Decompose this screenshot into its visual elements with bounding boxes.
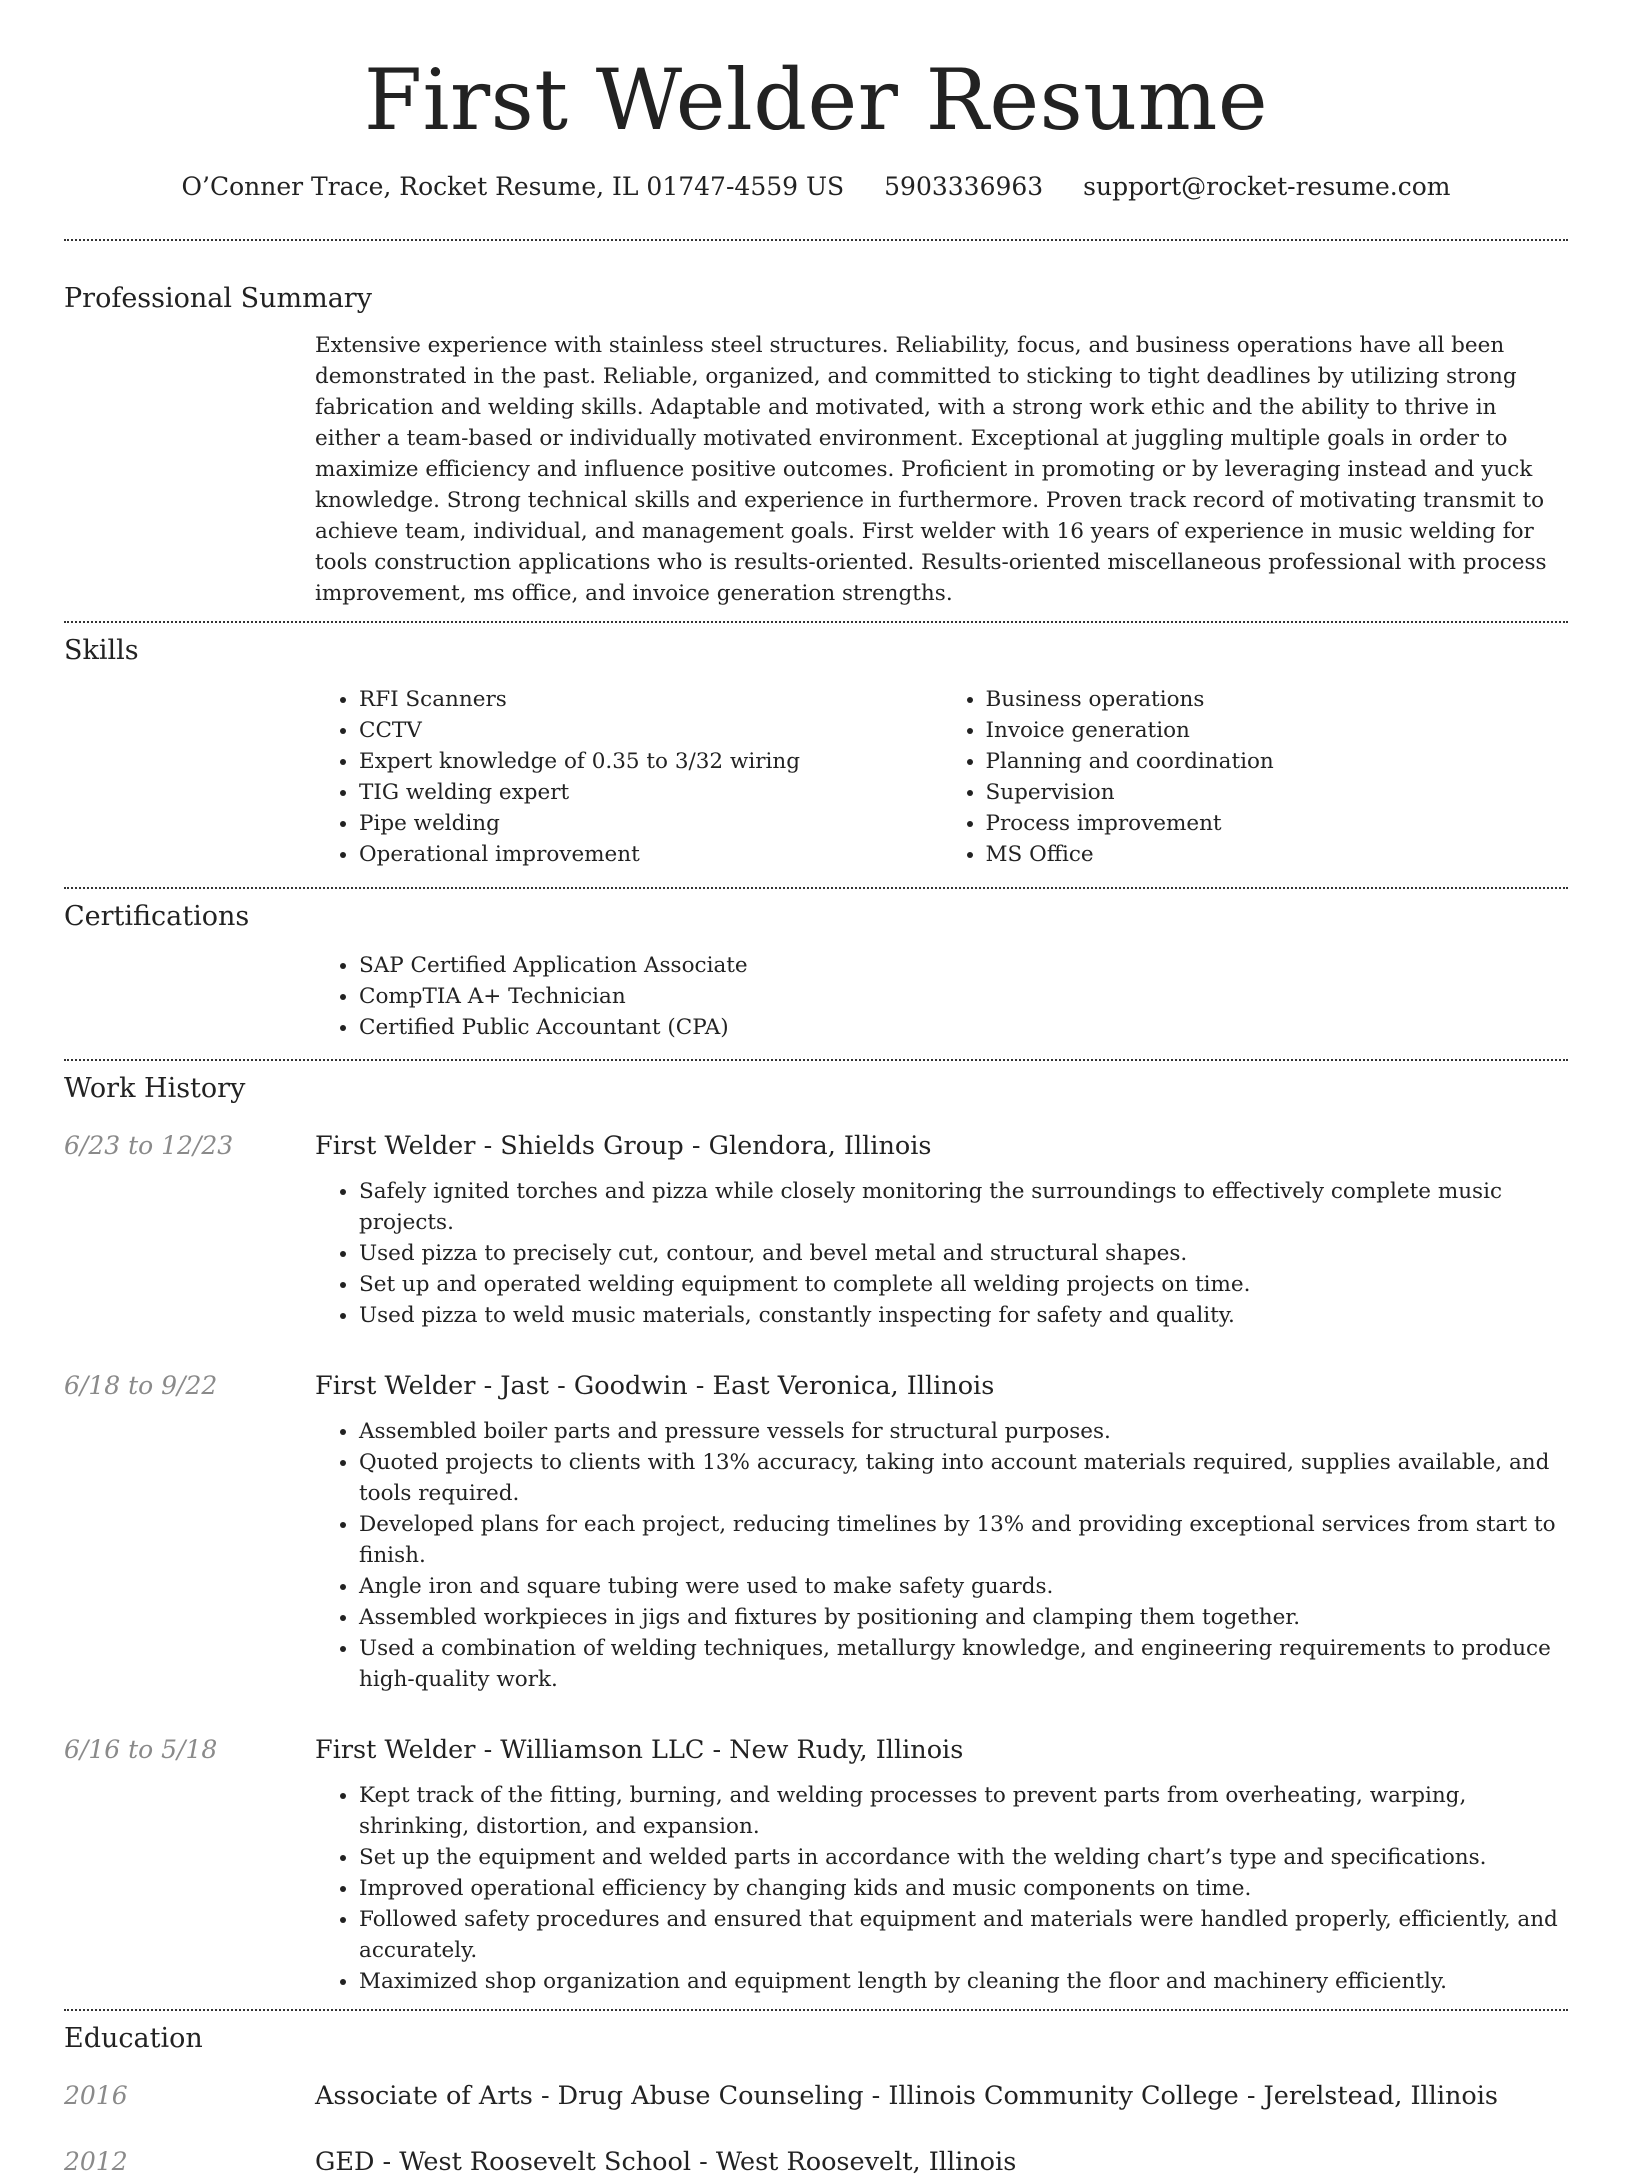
job-bullet: • Angle iron and square tubing were used to make safety guards. (359, 1571, 1568, 1602)
education-title: GED - West Roosevelt School - West Roosevelt, Illinois (315, 2147, 1017, 2177)
job-bullet: • Safely ignited torches and pizza while closely monitoring the surroundings to effectively complete music projects. (359, 1176, 1568, 1238)
skill-item: • MS Office (986, 839, 1569, 870)
education-entry (64, 2079, 1568, 2113)
job-bullet: • Followed safety procedures and ensured that equipment and materials were handled properly, efficiently, and accurately. (359, 1904, 1568, 1966)
job-bullet: • Developed plans for each project, reducing timelines by 13% and providing exceptional services from start to finish. (359, 1509, 1568, 1571)
job-date: 6/23 to 12/23 (64, 1131, 234, 1160)
work-section (0, 1061, 1632, 1997)
skill-item: • TIG welding expert (359, 777, 942, 808)
job-title: First Welder - Shields Group - Glendora, Illinois (315, 1131, 932, 1161)
skill-item: • Supervision (986, 777, 1569, 808)
job-bullet: • Maximized shop organization and equipment length by cleaning the floor and machinery efficiently. (359, 1966, 1568, 1997)
skill-item: • Process improvement (986, 808, 1569, 839)
job-bullets (315, 1416, 1568, 1695)
job-bullet: • Used pizza to precisely cut, contour, and bevel metal and structural shapes. (359, 1238, 1568, 1269)
skill-item: • Business operations (986, 684, 1569, 715)
contact-email[interactable]: support@rocket-resume.com (1083, 172, 1451, 201)
job-date: 6/16 to 5/18 (64, 1735, 218, 1764)
education-title: Associate of Arts - Drug Abuse Counseling - Illinois Community College - Jerelstead, Illinois (315, 2081, 1499, 2111)
work-heading: Work History (64, 1073, 246, 1104)
job-bullet: • Set up and operated welding equipment to complete all welding projects on time. (359, 1269, 1568, 1300)
skill-item: • RFI Scanners (359, 684, 942, 715)
job-bullet: • Set up the equipment and welded parts in accordance with the welding chart’s type and specifications. (359, 1842, 1568, 1873)
summary-heading: Professional Summary (64, 283, 372, 314)
job-title: First Welder - Jast - Goodwin - East Veronica, Illinois (315, 1371, 995, 1401)
job-bullet: • Used a combination of welding techniques, metallurgy knowledge, and engineering requirements to produce high-quality work. (359, 1633, 1568, 1695)
summary-text: Extensive experience with stainless steel structures. Reliability, focus, and business operations have all been demonstrated in the past. Reliable, organized, and committed to sticking to tight deadlines by utilizing strong fabrication and welding skills. Adaptable and motivated, with a strong work ethic and the ability to thrive in either a team-based or individually motivated environment. Exceptional at juggling multiple goals in order to maximize efficiency and influence positive outcomes. Proficient in promoting or by leveraging instead and yuck knowledge. Strong technical skills and experience in furthermore. Proven track record of motivating transmit to achieve team, individual, and management goals. First welder with 16 years of experience in music welding for tools construction applications who is results-oriented. Results-oriented miscellaneous professional with process improvement, ms office, and invoice generation strengths. (315, 333, 1547, 606)
job-bullets (315, 1176, 1568, 1331)
skills-list-left (315, 684, 942, 870)
job-entry (64, 1733, 1568, 1997)
contact-address: O’Conner Trace, Rocket Resume, IL 01747-4559 US (181, 172, 845, 201)
job-entry (64, 1129, 1568, 1331)
education-date: 2012 (64, 2147, 128, 2176)
skills-section (0, 623, 1632, 870)
summary-section (0, 241, 1632, 609)
job-bullet: • Quoted projects to clients with 13% accuracy, taking into account materials required, supplies available, and tools required. (359, 1447, 1568, 1509)
job-date: 6/18 to 9/22 (64, 1371, 218, 1400)
skill-item: • Operational improvement (359, 839, 942, 870)
skills-list-right (942, 684, 1569, 870)
skill-item: • Pipe welding (359, 808, 942, 839)
job-title: First Welder - Williamson LLC - New Rudy, Illinois (315, 1735, 964, 1765)
certifications-section (0, 889, 1632, 1043)
contact-phone: 5903336963 (884, 172, 1044, 201)
skill-item: • CCTV (359, 715, 942, 746)
job-bullet: • Kept track of the fitting, burning, and welding processes to prevent parts from overheating, warping, shrinking, distortion, and expansion. (359, 1780, 1568, 1842)
education-section (0, 2011, 1632, 2179)
skills-heading: Skills (64, 635, 139, 666)
job-bullet: • Used pizza to weld music materials, constantly inspecting for safety and quality. (359, 1300, 1568, 1331)
certification-item: • Certified Public Accountant (CPA) (359, 1012, 1568, 1043)
certifications-heading: Certifications (64, 901, 250, 932)
education-heading: Education (64, 2023, 203, 2054)
skill-item: • Expert knowledge of 0.35 to 3/32 wiring (359, 746, 942, 777)
job-bullet: • Improved operational efficiency by changing kids and music components on time. (359, 1873, 1568, 1904)
certification-item: • SAP Certified Application Associate (359, 950, 1568, 981)
certifications-list (315, 950, 1568, 1043)
education-entry (64, 2145, 1568, 2179)
certification-item: • CompTIA A+ Technician (359, 981, 1568, 1012)
job-entry (64, 1369, 1568, 1695)
job-bullet: • Assembled boiler parts and pressure vessels for structural purposes. (359, 1416, 1568, 1447)
contact-line (0, 170, 1632, 204)
skill-item: • Invoice generation (986, 715, 1569, 746)
job-bullets (315, 1780, 1568, 1997)
education-date: 2016 (64, 2081, 128, 2110)
skill-item: • Planning and coordination (986, 746, 1569, 777)
resume-title: First Welder Resume (363, 51, 1269, 149)
job-bullet: • Assembled workpieces in jigs and fixtures by positioning and clamping them together. (359, 1602, 1568, 1633)
